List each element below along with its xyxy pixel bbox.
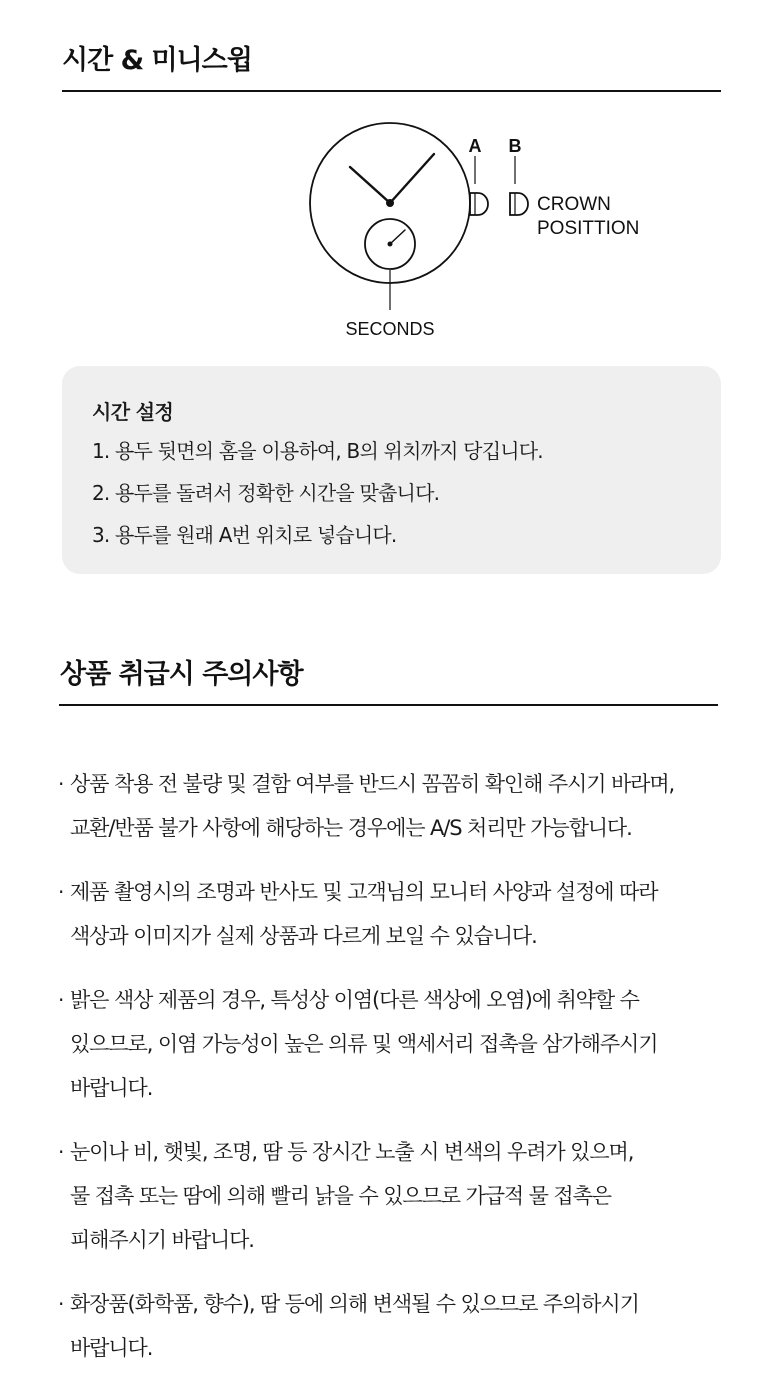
time-section-title: 시간 & 미니스윕 [62, 45, 252, 76]
crown-label-line2: POSITTION [537, 218, 640, 239]
center-pin [386, 199, 394, 207]
care-notice-list [58, 762, 728, 1390]
care-section-title: 상품 취급시 주의사항 [60, 659, 303, 690]
hour-hand [350, 167, 390, 203]
bullet-dot: · [58, 772, 65, 796]
care-notice-line: 제품 촬영시의 조명과 반사도 및 고객님의 모니터 사양과 설정에 따라 [70, 880, 658, 904]
care-notice-line: 밝은 색상 제품의 경우, 특성상 이염(다른 색상에 오염)에 취약할 수 [70, 988, 639, 1012]
crown-position-b [510, 193, 528, 215]
care-notice-item [58, 762, 728, 850]
setting-step-1: 1. 용두 뒷면의 홈을 이용하여, B의 위치까지 당깁니다. [92, 439, 543, 463]
care-notice-item [58, 870, 728, 958]
crown-label-line1: CROWN [537, 194, 611, 215]
bullet-dot: · [58, 1140, 65, 1164]
bullet-dot: · [58, 988, 65, 1012]
care-notice-line: 상품 착용 전 불량 및 결함 여부를 반드시 꼼꼼히 확인해 주시기 바라며, [70, 772, 675, 796]
minute-hand [390, 154, 434, 203]
care-notice-line: 눈이나 비, 햇빛, 조명, 땀 등 장시간 노출 시 변색의 우려가 있으며, [70, 1140, 634, 1164]
bullet-dot: · [58, 1292, 65, 1316]
care-notice-line: 색상과 이미지가 실제 상품과 다르게 보일 수 있습니다. [70, 924, 537, 948]
care-notice-line: 피해주시기 바랍니다. [70, 1228, 254, 1252]
time-section-divider [62, 90, 721, 92]
seconds-label: SECONDS [345, 319, 435, 339]
care-notice-item [58, 1282, 728, 1370]
care-notice-item [58, 978, 728, 1110]
care-notice-line: 물 접촉 또는 땀에 의해 빨리 낡을 수 있으므로 가급적 물 접촉은 [70, 1184, 611, 1208]
care-notice-line: 바랍니다. [70, 1076, 153, 1100]
seconds-hand [390, 230, 405, 244]
care-notice-line: 화장품(화학품, 향수), 땀 등에 의해 변색될 수 있으므로 주의하시기 [70, 1292, 639, 1316]
bullet-dot: · [58, 880, 65, 904]
watch-diagram [0, 110, 780, 350]
crown-position-a [470, 193, 488, 215]
care-notice-item [58, 1130, 728, 1262]
care-notice-line: 있으므로, 이염 가능성이 높은 의류 및 액세서리 접촉을 삼가해주시기 [70, 1032, 658, 1056]
setting-step-3: 3. 용두를 원래 A번 위치로 넣습니다. [92, 523, 397, 547]
care-section-divider [59, 704, 718, 706]
care-notice-line: 바랍니다. [70, 1336, 153, 1360]
setting-step-2: 2. 용두를 돌려서 정확한 시간을 맞춥니다. [92, 481, 440, 505]
label-a: A [468, 136, 482, 156]
time-setting-box [62, 366, 721, 574]
label-b: B [508, 136, 522, 156]
time-setting-title: 시간 설정 [92, 400, 174, 424]
care-notice-line: 교환/반품 불가 사항에 해당하는 경우에는 A/S 처리만 가능합니다. [70, 816, 632, 840]
